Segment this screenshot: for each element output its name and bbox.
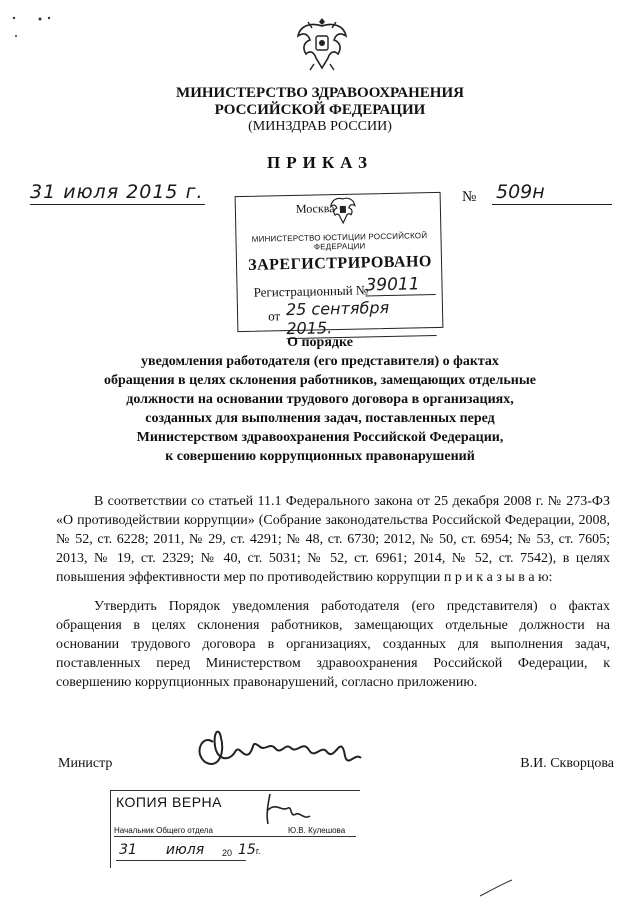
registration-stamp: [235, 192, 444, 339]
order-number: 509н: [496, 181, 545, 203]
stamp-number-label: Регистрационный №: [253, 282, 369, 300]
stamp-registered: ЗАРЕГИСТРИРОВАНО: [247, 253, 433, 274]
copy-year-digits: 15: [238, 842, 256, 858]
double-headed-eagle-icon: [328, 195, 359, 230]
stamp-number: 39011: [365, 274, 435, 296]
copy-date-day: 31: [119, 842, 137, 858]
order-title: ПРИКАЗ: [267, 153, 373, 172]
subject-line: обращения в целях склонения работников, замещающих отдельные: [104, 373, 536, 388]
subject-line: Министерством здравоохранения Российской Федерации,: [136, 430, 504, 445]
scan-specks: [10, 14, 60, 44]
subject-line: созданных для выполнения задач, поставленных перед: [145, 411, 495, 426]
subject-line: к совершению коррупционных правонарушений: [165, 449, 475, 464]
scan-mark: [478, 878, 518, 898]
ministry-short-name: (МИНЗДРАВ РОССИИ): [248, 119, 392, 134]
subject-line: уведомления работодателя (его представителя) о фактах: [141, 354, 499, 369]
body-paragraph-2: Утвердить Порядок уведомления работодателя (его представителя) о фактах обращения в целях склонения работников, замещающих отдельные должности на основании трудового договора в организациях, созданных для выполнения задач, поставленных перед Министерством здравоохранения Российской Федерации, к совершению коррупционных правонарушений, согласно приложению.: [56, 599, 610, 690]
subject-line: О порядке: [287, 335, 353, 350]
stamp-city: Москва: [295, 201, 335, 216]
signatory-position: Министр: [58, 756, 113, 771]
copy-year-end: г.: [255, 846, 261, 856]
order-number-field: [492, 181, 612, 205]
certifier-position: Начальник Общего отдела: [114, 826, 213, 835]
ministry-name-line2: РОССИЙСКОЙ ФЕДЕРАЦИИ: [214, 102, 426, 118]
stamp-rule: [116, 860, 246, 861]
copy-date-month: июля: [165, 842, 205, 858]
stamp-date: 25 сентября 2015.: [286, 297, 437, 339]
body-paragraph-1: В соответствии со статьей 11.1 Федерального закона от 25 декабря 2008 г. № 273-ФЗ «О противодействии коррупции» (Собрание законодательства Российской Федерации, 2008, № 52, ст. 6228; 2011, № 29, ст. 4291; № 48, ст. 6730; 2012, № 50, ст. 6954; № 53, ст. 7605; 2013, № 19, ст. 2329; № 40, ст. 5031; № 52, ст. 6961; 2014, № 52, ст. 7542), в целях повышения эффективности мер по противодействию коррупции п р и к а з ы в а ю:: [56, 494, 610, 585]
copy-year-suffix: [238, 842, 261, 859]
certifier-signature: [260, 790, 340, 830]
copy-stamp-title: КОПИЯ ВЕРНА: [116, 794, 222, 810]
ministry-name-line1: МИНИСТЕРСТВО ЗДРАВООХРАНЕНИЯ: [176, 85, 464, 101]
stamp-date-label: от: [267, 308, 281, 324]
stamp-ministry: МИНИСТЕРСТВО ЮСТИЦИИ РОССИЙСКОЙ ФЕДЕРАЦИИ: [251, 231, 428, 252]
copy-certified-stamp: [110, 790, 360, 868]
certifier-name: Ю.В. Кулешова: [288, 826, 346, 835]
stamp-rule: [114, 836, 356, 837]
subject-line: должности на основании трудового договора в организациях,: [126, 392, 514, 407]
copy-year-prefix: 20: [222, 848, 233, 858]
order-date-field: [30, 181, 205, 205]
order-subject: [60, 333, 580, 466]
order-date: 31 июля 2015 г.: [30, 181, 204, 203]
russian-coat-of-arms-icon: [292, 12, 352, 74]
minister-signature: [185, 712, 385, 780]
order-number-label: №: [462, 189, 477, 205]
signatory-name: В.И. Скворцова: [520, 756, 614, 771]
stamp-border: [110, 790, 111, 868]
